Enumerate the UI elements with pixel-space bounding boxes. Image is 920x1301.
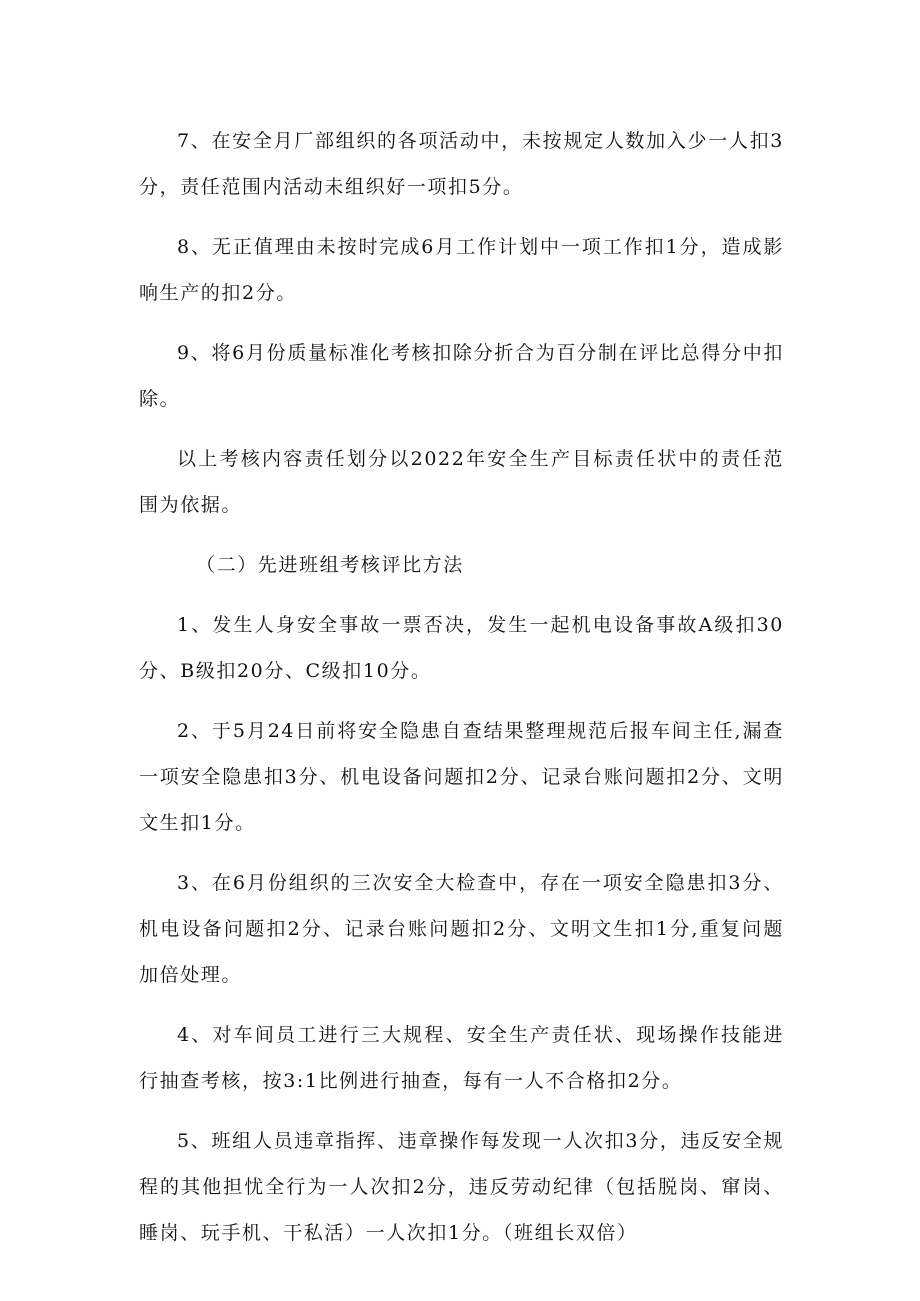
paragraph-rule-1: 1、发生人身安全事故一票否决，发生一起机电设备事故A级扣30分、B级扣20分、C级扣10分。: [139, 614, 784, 682]
paragraph-responsibility-basis: 以上考核内容责任划分以2022年安全生产目标责任状中的责任范围为依据。: [139, 448, 784, 516]
paragraph-rule-2: 2、于5月24日前将安全隐患自查结果整理规范后报车间主任,漏查一项安全隐患扣3分、机电设备问题扣2分、记录台账问题扣2分、文明文生扣1分。: [139, 720, 784, 834]
paragraph-item-8: 8、无正值理由未按时完成6月工作计划中一项工作扣1分，造成影响生产的扣2分。: [139, 236, 784, 304]
paragraph-item-7: 7、在安全月厂部组织的各项活动中，未按规定人数加入少一人扣3分，责任范围内活动未组织好一项扣5分。: [139, 130, 784, 198]
paragraph-rule-5: 5、班组人员违章指挥、违章操作每发现一人次扣3分，违反安全规程的其他担忧全行为一人次扣2分，违反劳动纪律（包括脱岗、窜岗、睡岗、玩手机、干私活）一人次扣1分。（班组长双倍）: [139, 1130, 784, 1244]
paragraph-rule-3: 3、在6月份组织的三次安全大检查中，存在一项安全隐患扣3分、机电设备问题扣2分、记录台账问题扣2分、文明文生扣1分,重复问题加倍处理。: [139, 872, 784, 986]
paragraph-item-9: 9、将6月份质量标准化考核扣除分折合为百分制在评比总得分中扣除。: [139, 342, 784, 410]
document-body: [139, 118, 784, 1256]
section-heading: （二）先进班组考核评比方法: [196, 554, 464, 576]
paragraph-rule-4: 4、对车间员工进行三大规程、安全生产责任状、现场操作技能进行抽查考核，按3:1比例进行抽查，每有一人不合格扣2分。: [139, 1024, 784, 1092]
